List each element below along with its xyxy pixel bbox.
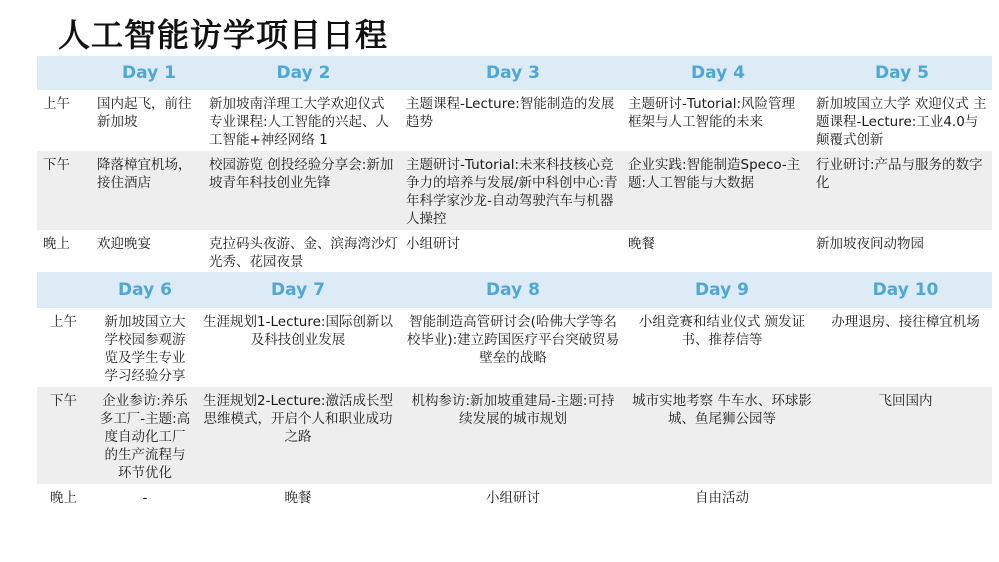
- day-header: Day 7: [271, 280, 325, 300]
- day-header: Day 9: [695, 280, 749, 300]
- schedule-cell: 行业研讨:产品与服务的数字化: [816, 157, 983, 191]
- schedule-cell: 新加坡国立大学 欢迎仪式 主题课程-Lecture:工业4.0与颠覆式创新: [816, 96, 987, 148]
- time-slot-label: 下午: [50, 393, 77, 409]
- time-slot-label: 下午: [43, 157, 70, 173]
- schedule-cell: 企业实践:智能制造Speco-主题:人工智能与大数据: [628, 157, 801, 191]
- schedule-table-days-6-10: [37, 272, 992, 514]
- time-slot-label: 上午: [50, 314, 77, 330]
- schedule-cell: 生涯规划2-Lecture:激活成长型思维模式，开启个人和职业成功之路: [203, 393, 393, 445]
- table-row-morning: [37, 308, 992, 387]
- schedule-cell: 生涯规划1-Lecture:国际创新以及科技创业发展: [203, 314, 393, 348]
- table-row-evening: [37, 484, 992, 514]
- schedule-cell: 企业参访:养乐多工厂-主题:高度自动化工厂的生产流程与环节优化: [99, 393, 191, 481]
- schedule-cell: 国内起飞，前往新加坡: [97, 96, 192, 130]
- schedule-cell: 办理退房、接往樟宜机场: [831, 314, 980, 330]
- schedule-cell: -: [142, 490, 148, 506]
- schedule-cell: 新加坡夜间动物园: [816, 236, 924, 252]
- schedule-cell: 新加坡国立大学校园参观游览及学生专业学习经验分享: [104, 314, 186, 384]
- table-row-morning: [37, 90, 992, 151]
- schedule-cell: 智能制造高管研讨会(哈佛大学等名校毕业):建立跨国医疗平台突破贸易壁垒的战略: [406, 314, 620, 366]
- schedule-cell: 克拉码头夜游、金、滨海湾沙灯光秀、花园夜景: [209, 236, 398, 270]
- schedule-cell: 新加坡南洋理工大学欢迎仪式 专业课程:人工智能的兴起、人工智能+神经网络 1: [209, 96, 390, 148]
- day-header: Day 5: [875, 63, 929, 83]
- day-header: Day 3: [486, 63, 540, 83]
- schedule-cell: 自由活动: [695, 490, 749, 506]
- schedule-cell: 晚餐: [628, 236, 655, 252]
- schedule-cell: 机构参访:新加坡重建局-主题:可持续发展的城市规划: [411, 393, 615, 427]
- schedule-cell: 城市实地考察 牛车水、环球影城、鱼尾狮公园等: [632, 393, 812, 427]
- schedule-cell: 主题课程-Lecture:智能制造的发展趋势: [406, 96, 615, 130]
- day-header-row: [37, 272, 992, 308]
- page-title: 人工智能访学项目日程: [58, 16, 389, 54]
- table-row-afternoon: [37, 387, 992, 484]
- schedule-cell: 校园游览 创投经验分享会:新加坡青年科技创业先锋: [209, 157, 394, 191]
- schedule-cell: 降落樟宜机场，接住酒店: [97, 157, 192, 191]
- schedule-cell: [819, 484, 992, 514]
- time-slot-label: 晚上: [50, 490, 77, 506]
- corner-cell: [37, 272, 95, 308]
- time-slot-label: 晚上: [43, 236, 70, 252]
- corner-cell: [37, 56, 93, 90]
- schedule-cell: 小组竞赛和结业仪式 颁发证书、推荐信等: [638, 314, 806, 348]
- schedule-cell: 小组研讨: [406, 236, 460, 252]
- day-header: Day 10: [872, 280, 939, 300]
- schedule-cell: 欢迎晚宴: [97, 236, 151, 252]
- table-row-evening: [37, 230, 992, 273]
- day-header: Day 4: [691, 63, 745, 83]
- schedule-cell: 主题研讨-Tutorial:风险管理框架与人工智能的未来: [628, 96, 796, 130]
- schedule-cell: 主题研讨-Tutorial:未来科技核心竞争力的培养与发展/新中科创中心:青年科学家沙龙-自动驾驶汽车与机器人操控: [406, 157, 618, 227]
- day-header: Day 8: [486, 280, 540, 300]
- day-header-row: [37, 56, 992, 90]
- schedule-cell: 飞回国内: [878, 393, 933, 409]
- schedule-table-days-1-5: [37, 56, 992, 273]
- day-header: Day 1: [122, 63, 176, 83]
- schedule-cell: 小组研讨: [486, 490, 540, 506]
- day-header: Day 6: [118, 280, 172, 300]
- table-row-afternoon: [37, 151, 992, 230]
- schedule-cell: 晚餐: [284, 490, 312, 506]
- day-header: Day 2: [276, 63, 331, 83]
- time-slot-label: 上午: [43, 96, 70, 112]
